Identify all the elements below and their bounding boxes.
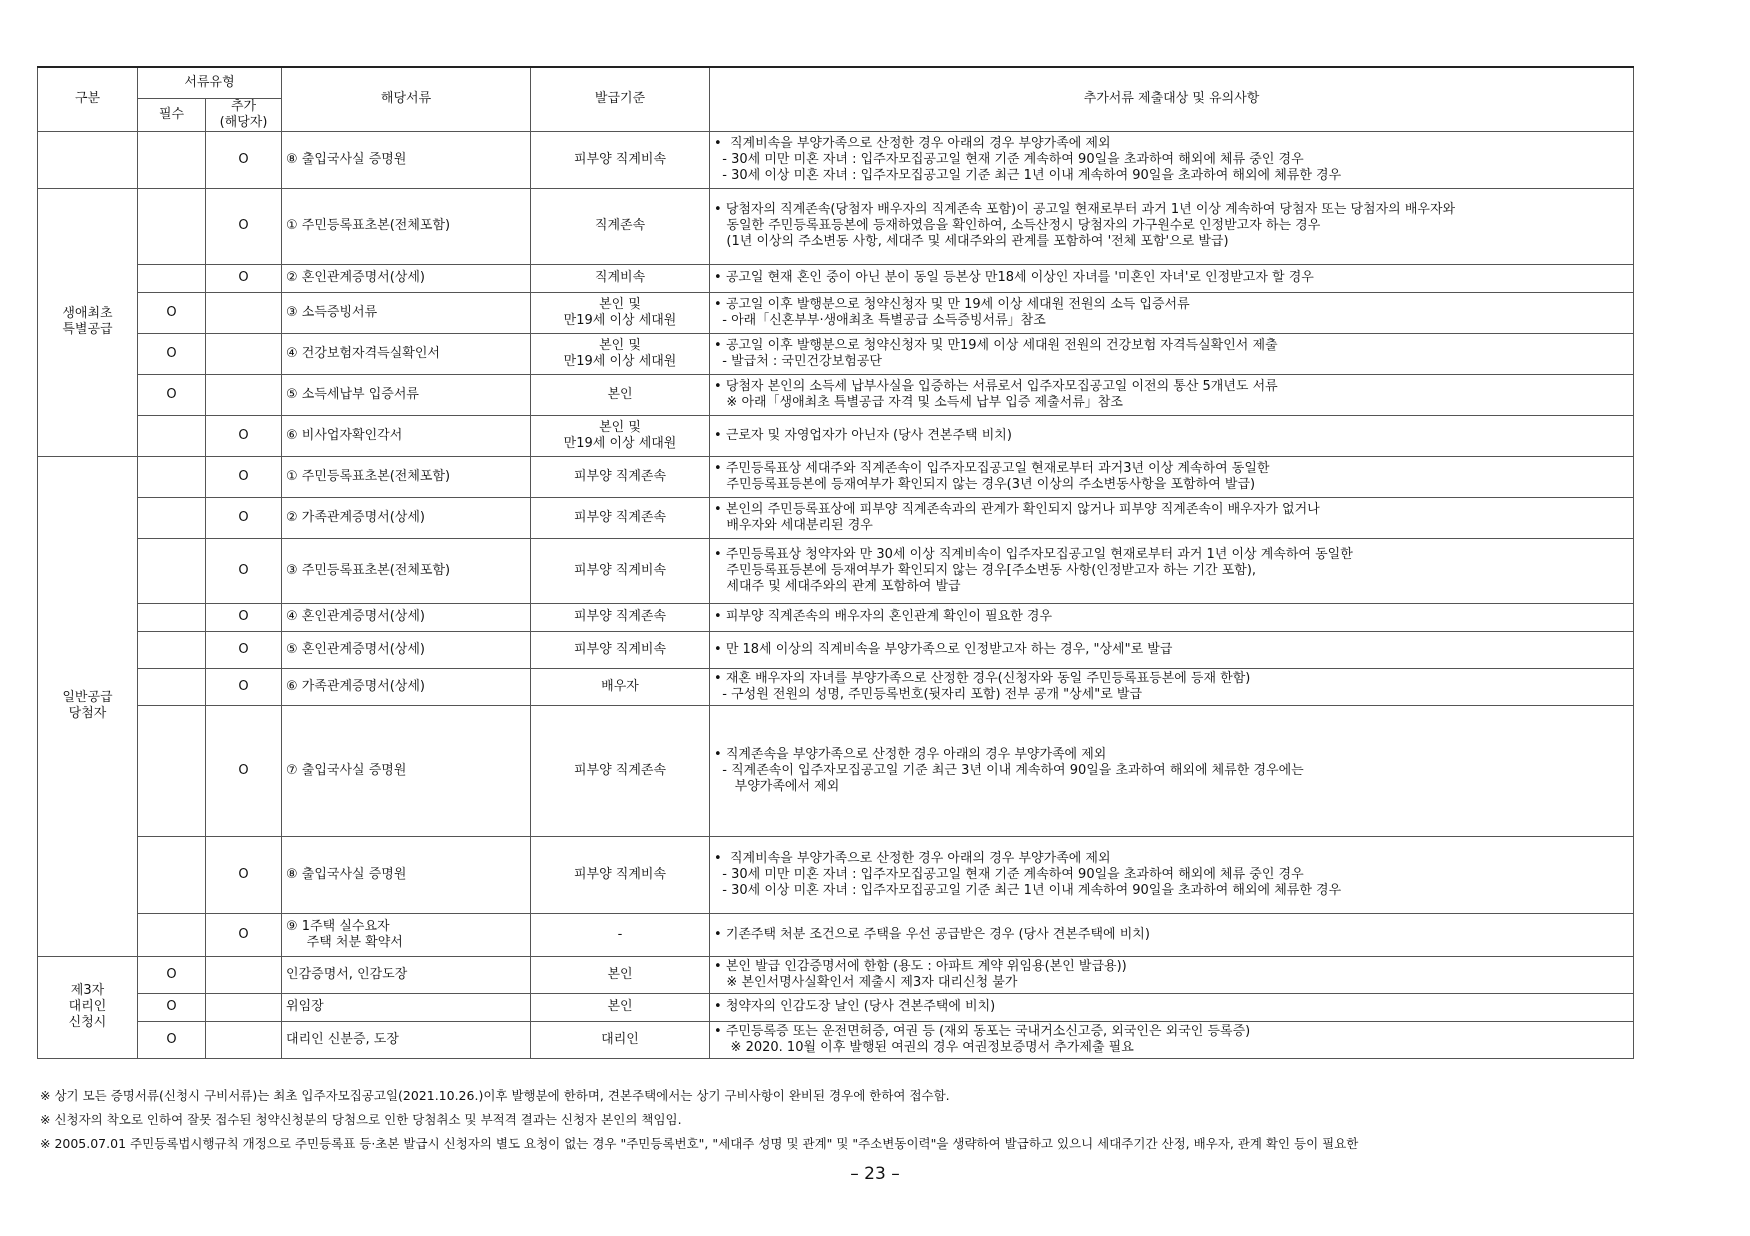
issue-basis-cell: 본인 [531,993,710,1021]
additional-mark-cell: O [206,264,282,292]
document-cell: 위임장 [282,993,531,1021]
document-cell: ⑥ 가족관계증명서(상세) [282,668,531,705]
notes-cell: • 당첨자의 직계존속(당첨자 배우자의 직계존속 포함)이 공고일 현재로부터 과거 1년 이상 계속하여 당첨자 또는 당첨자의 배우자와 동일한 주민등록표등본에 등재하였음을 확인하여, 소득산정시 당첨자의 가구원수로 인정받고자 하는 경우 (1년 이상의 주소변동 사항, 세대주 및 세대주와의 관계를 포함하여 '전체 포함'으로 발급) [710,188,1634,264]
table-row [38,264,1634,292]
table-row [38,913,1634,956]
table-row [38,631,1634,668]
notes-cell: • 근로자 및 자영업자가 아닌자 (당사 견본주택 비치) [710,415,1634,456]
document-cell: ② 가족관계증명서(상세) [282,497,531,538]
additional-mark-cell [206,333,282,374]
document-cell: ⑧ 출입국사실 증명원 [282,836,531,913]
table-row [38,374,1634,415]
header-category: 구분 [38,67,138,131]
notes-cell: • 만 18세 이상의 직계비속을 부양가족으로 인정받고자 하는 경우, "상세"로 발급 [710,631,1634,668]
issue-basis-cell: 피부양 직계비속 [531,836,710,913]
document-cell: 대리인 신분증, 도장 [282,1021,531,1058]
notes-cell: • 직계비속을 부양가족으로 산정한 경우 아래의 경우 부양가족에 제외 - 30세 미만 미혼 자녀 : 입주자모집공고일 현재 기준 계속하여 90일을 초과하여 해외에 체류 중인 경우 - 30세 이상 미혼 자녀 : 입주자모집공고일 기준 최근 1년 이내 계속하여 90일을 초과하여 해외에 체류한 경우 [710,836,1634,913]
notes-cell: • 기존주택 처분 조건으로 주택을 우선 공급받은 경우 (당사 견본주택에 비치) [710,913,1634,956]
additional-mark-cell [206,956,282,993]
table-row [38,415,1634,456]
issue-basis-cell: 피부양 직계비속 [531,131,710,188]
required-mark-cell: O [138,333,206,374]
table-row [38,603,1634,631]
table-row [38,1021,1634,1058]
document-cell: ③ 주민등록표초본(전체포함) [282,538,531,603]
document-cell: ⑦ 출입국사실 증명원 [282,705,531,836]
additional-mark-cell: O [206,497,282,538]
issue-basis-cell: 피부양 직계존속 [531,705,710,836]
additional-mark-cell [206,1021,282,1058]
additional-mark-cell [206,374,282,415]
issue-basis-cell: 배우자 [531,668,710,705]
required-mark-cell [138,131,206,188]
page-number: – 23 – [850,1164,900,1184]
document-cell: ① 주민등록표초본(전체포함) [282,188,531,264]
additional-mark-cell [206,993,282,1021]
document-cell: ⑨ 1주택 실수요자 주택 처분 확약서 [282,913,531,956]
issue-basis-cell: 피부양 직계비속 [531,538,710,603]
table-header [38,67,1634,131]
notes-cell: • 피부양 직계존속의 배우자의 혼인관계 확인이 필요한 경우 [710,603,1634,631]
issue-basis-cell: 피부양 직계존속 [531,497,710,538]
category-cell: 일반공급 당첨자 [38,456,138,956]
issue-basis-cell: 직계존속 [531,188,710,264]
footnote: ※ 신청자의 착오로 인하여 잘못 접수된 청약신청분의 당첨으로 인한 당첨취소 및 부적격 결과는 신청자 본인의 책임임. [40,1112,682,1127]
issue-basis-cell: 피부양 직계존속 [531,456,710,497]
notes-cell: • 주민등록표상 세대주와 직계존속이 입주자모집공고일 현재로부터 과거3년 이상 계속하여 동일한 주민등록표등본에 등재여부가 확인되지 않는 경우(3년 이상의 주소변동사항을 포함하여 발급) [710,456,1634,497]
required-mark-cell [138,415,206,456]
table-row [38,456,1634,497]
document-cell: ① 주민등록표초본(전체포함) [282,456,531,497]
document-cell: ③ 소득증빙서류 [282,292,531,333]
required-mark-cell [138,456,206,497]
issue-basis-cell: 본인 [531,956,710,993]
required-mark-cell [138,913,206,956]
issue-basis-cell: 직계비속 [531,264,710,292]
required-mark-cell: O [138,1021,206,1058]
document-cell: ④ 건강보험자격득실확인서 [282,333,531,374]
required-mark-cell: O [138,956,206,993]
document-cell: ② 혼인관계증명서(상세) [282,264,531,292]
issue-basis-cell: 대리인 [531,1021,710,1058]
additional-mark-cell: O [206,913,282,956]
table-row [38,292,1634,333]
additional-mark-cell: O [206,131,282,188]
document-cell: ⑤ 혼인관계증명서(상세) [282,631,531,668]
notes-cell: • 직계비속을 부양가족으로 산정한 경우 아래의 경우 부양가족에 제외 - 30세 미만 미혼 자녀 : 입주자모집공고일 현재 기준 계속하여 90일을 초과하여 해외에 체류 중인 경우 - 30세 이상 미혼 자녀 : 입주자모집공고일 기준 최근 1년 이내 계속하여 90일을 초과하여 해외에 체류한 경우 [710,131,1634,188]
notes-cell: • 공고일 현재 혼인 중이 아닌 분이 동일 등본상 만18세 이상인 자녀를 '미혼인 자녀'로 인정받고자 할 경우 [710,264,1634,292]
issue-basis-cell: 본인 및 만19세 이상 세대원 [531,333,710,374]
additional-mark-cell: O [206,631,282,668]
table-body [38,131,1634,1058]
required-mark-cell [138,603,206,631]
header-additional: 추가 (해당자) [206,98,282,131]
issue-basis-cell: 본인 및 만19세 이상 세대원 [531,292,710,333]
required-mark-cell [138,538,206,603]
notes-cell: • 주민등록증 또는 운전면허증, 여권 등 (재외 동포는 국내거소신고증, 외국인은 외국인 등록증) ※ 2020. 10월 이후 발행된 여권의 경우 여권정보증명서 추가제출 필요 [710,1021,1634,1058]
required-mark-cell [138,264,206,292]
notes-cell: • 본인 발급 인감증명서에 한함 (용도 : 아파트 계약 위임용(본인 발급용)) ※ 본인서명사실확인서 제출시 제3자 대리신청 불가 [710,956,1634,993]
notes-cell: • 본인의 주민등록표상에 피부양 직계존속과의 관계가 확인되지 않거나 피부양 직계존속이 배우자가 없거나 배우자와 세대분리된 경우 [710,497,1634,538]
additional-mark-cell [206,292,282,333]
notes-cell: • 재혼 배우자의 자녀를 부양가족으로 산정한 경우(신청자와 동일 주민등록표등본에 등재 한함) - 구성원 전원의 성명, 주민등록번호(뒷자리 포함) 전부 공개 "상세"로 발급 [710,668,1634,705]
table-row [38,993,1634,1021]
required-mark-cell: O [138,292,206,333]
category-cell: 제3자 대리인 신청시 [38,956,138,1058]
table-row [38,836,1634,913]
additional-mark-cell: O [206,538,282,603]
additional-mark-cell: O [206,705,282,836]
required-mark-cell [138,631,206,668]
document-cell: ⑤ 소득세납부 입증서류 [282,374,531,415]
required-mark-cell: O [138,374,206,415]
table-row [38,668,1634,705]
additional-mark-cell: O [206,188,282,264]
required-mark-cell: O [138,993,206,1021]
issue-basis-cell: 피부양 직계존속 [531,603,710,631]
header-document: 해당서류 [282,67,531,131]
notes-cell: • 직계존속을 부양가족으로 산정한 경우 아래의 경우 부양가족에 제외 - 직계존속이 입주자모집공고일 기준 최근 3년 이내 계속하여 90일을 초과하여 해외에 체류한 경우에는 부양가족에서 제외 [710,705,1634,836]
document-table [37,66,1634,1059]
document-cell: ⑧ 출입국사실 증명원 [282,131,531,188]
document-cell: ④ 혼인관계증명서(상세) [282,603,531,631]
table-row [38,705,1634,836]
additional-mark-cell: O [206,415,282,456]
required-mark-cell [138,705,206,836]
additional-mark-cell: O [206,603,282,631]
category-cell [38,131,138,188]
table-row [38,497,1634,538]
required-mark-cell [138,668,206,705]
issue-basis-cell: 본인 [531,374,710,415]
issue-basis-cell: 본인 및 만19세 이상 세대원 [531,415,710,456]
table-row [38,333,1634,374]
notes-cell: • 청약자의 인감도장 날인 (당사 견본주택에 비치) [710,993,1634,1021]
additional-mark-cell: O [206,836,282,913]
footnote: ※ 상기 모든 증명서류(신청시 구비서류)는 최초 입주자모집공고일(2021.10.26.)이후 발행분에 한하며, 견본주택에서는 상기 구비사항이 완비된 경우에 한하여 접수함. [40,1088,950,1103]
required-mark-cell [138,188,206,264]
notes-cell: • 공고일 이후 발행분으로 청약신청자 및 만19세 이상 세대원 전원의 건강보험 자격득실확인서 제출 - 발급처 : 국민건강보험공단 [710,333,1634,374]
notes-cell: • 당첨자 본인의 소득세 납부사실을 입증하는 서류로서 입주자모집공고일 이전의 통산 5개년도 서류 ※ 아래「생애최초 특별공급 자격 및 소득세 납부 입증 제출서류」참조 [710,374,1634,415]
required-mark-cell [138,836,206,913]
header-notes: 추가서류 제출대상 및 유의사항 [710,67,1634,131]
category-cell: 생애최초 특별공급 [38,188,138,456]
required-mark-cell [138,497,206,538]
additional-mark-cell: O [206,668,282,705]
table-row [38,956,1634,993]
footnote: ※ 2005.07.01 주민등록법시행규칙 개정으로 주민등록표 등·초본 발급시 신청자의 별도 요청이 없는 경우 "주민등록번호", "세대주 성명 및 관계" 및 "주소변동이력"을 생략하여 발급하고 있으니 세대주기간 산정, 배우자, 관계 확인 등이 필요한 [40,1136,1359,1151]
table-row [38,131,1634,188]
table-row [38,538,1634,603]
notes-cell: • 주민등록표상 청약자와 만 30세 이상 직계비속이 입주자모집공고일 현재로부터 과거 1년 이상 계속하여 동일한 주민등록표등본에 등재여부가 확인되지 않는 경우[주소변동 사항(인정받고자 하는 기간 포함), 세대주 및 세대주와의 관계 포함하여 발급 [710,538,1634,603]
document-cell: 인감증명서, 인감도장 [282,956,531,993]
additional-mark-cell: O [206,456,282,497]
document-cell: ⑥ 비사업자확인각서 [282,415,531,456]
issue-basis-cell: - [531,913,710,956]
notes-cell: • 공고일 이후 발행분으로 청약신청자 및 만 19세 이상 세대원 전원의 소득 입증서류 - 아래「신혼부부·생애최초 특별공급 소득증빙서류」참조 [710,292,1634,333]
header-doc-type: 서류유형 [138,67,282,98]
issue-basis-cell: 피부양 직계비속 [531,631,710,668]
table-row [38,188,1634,264]
header-issue-basis: 발급기준 [531,67,710,131]
header-required: 필수 [138,98,206,131]
